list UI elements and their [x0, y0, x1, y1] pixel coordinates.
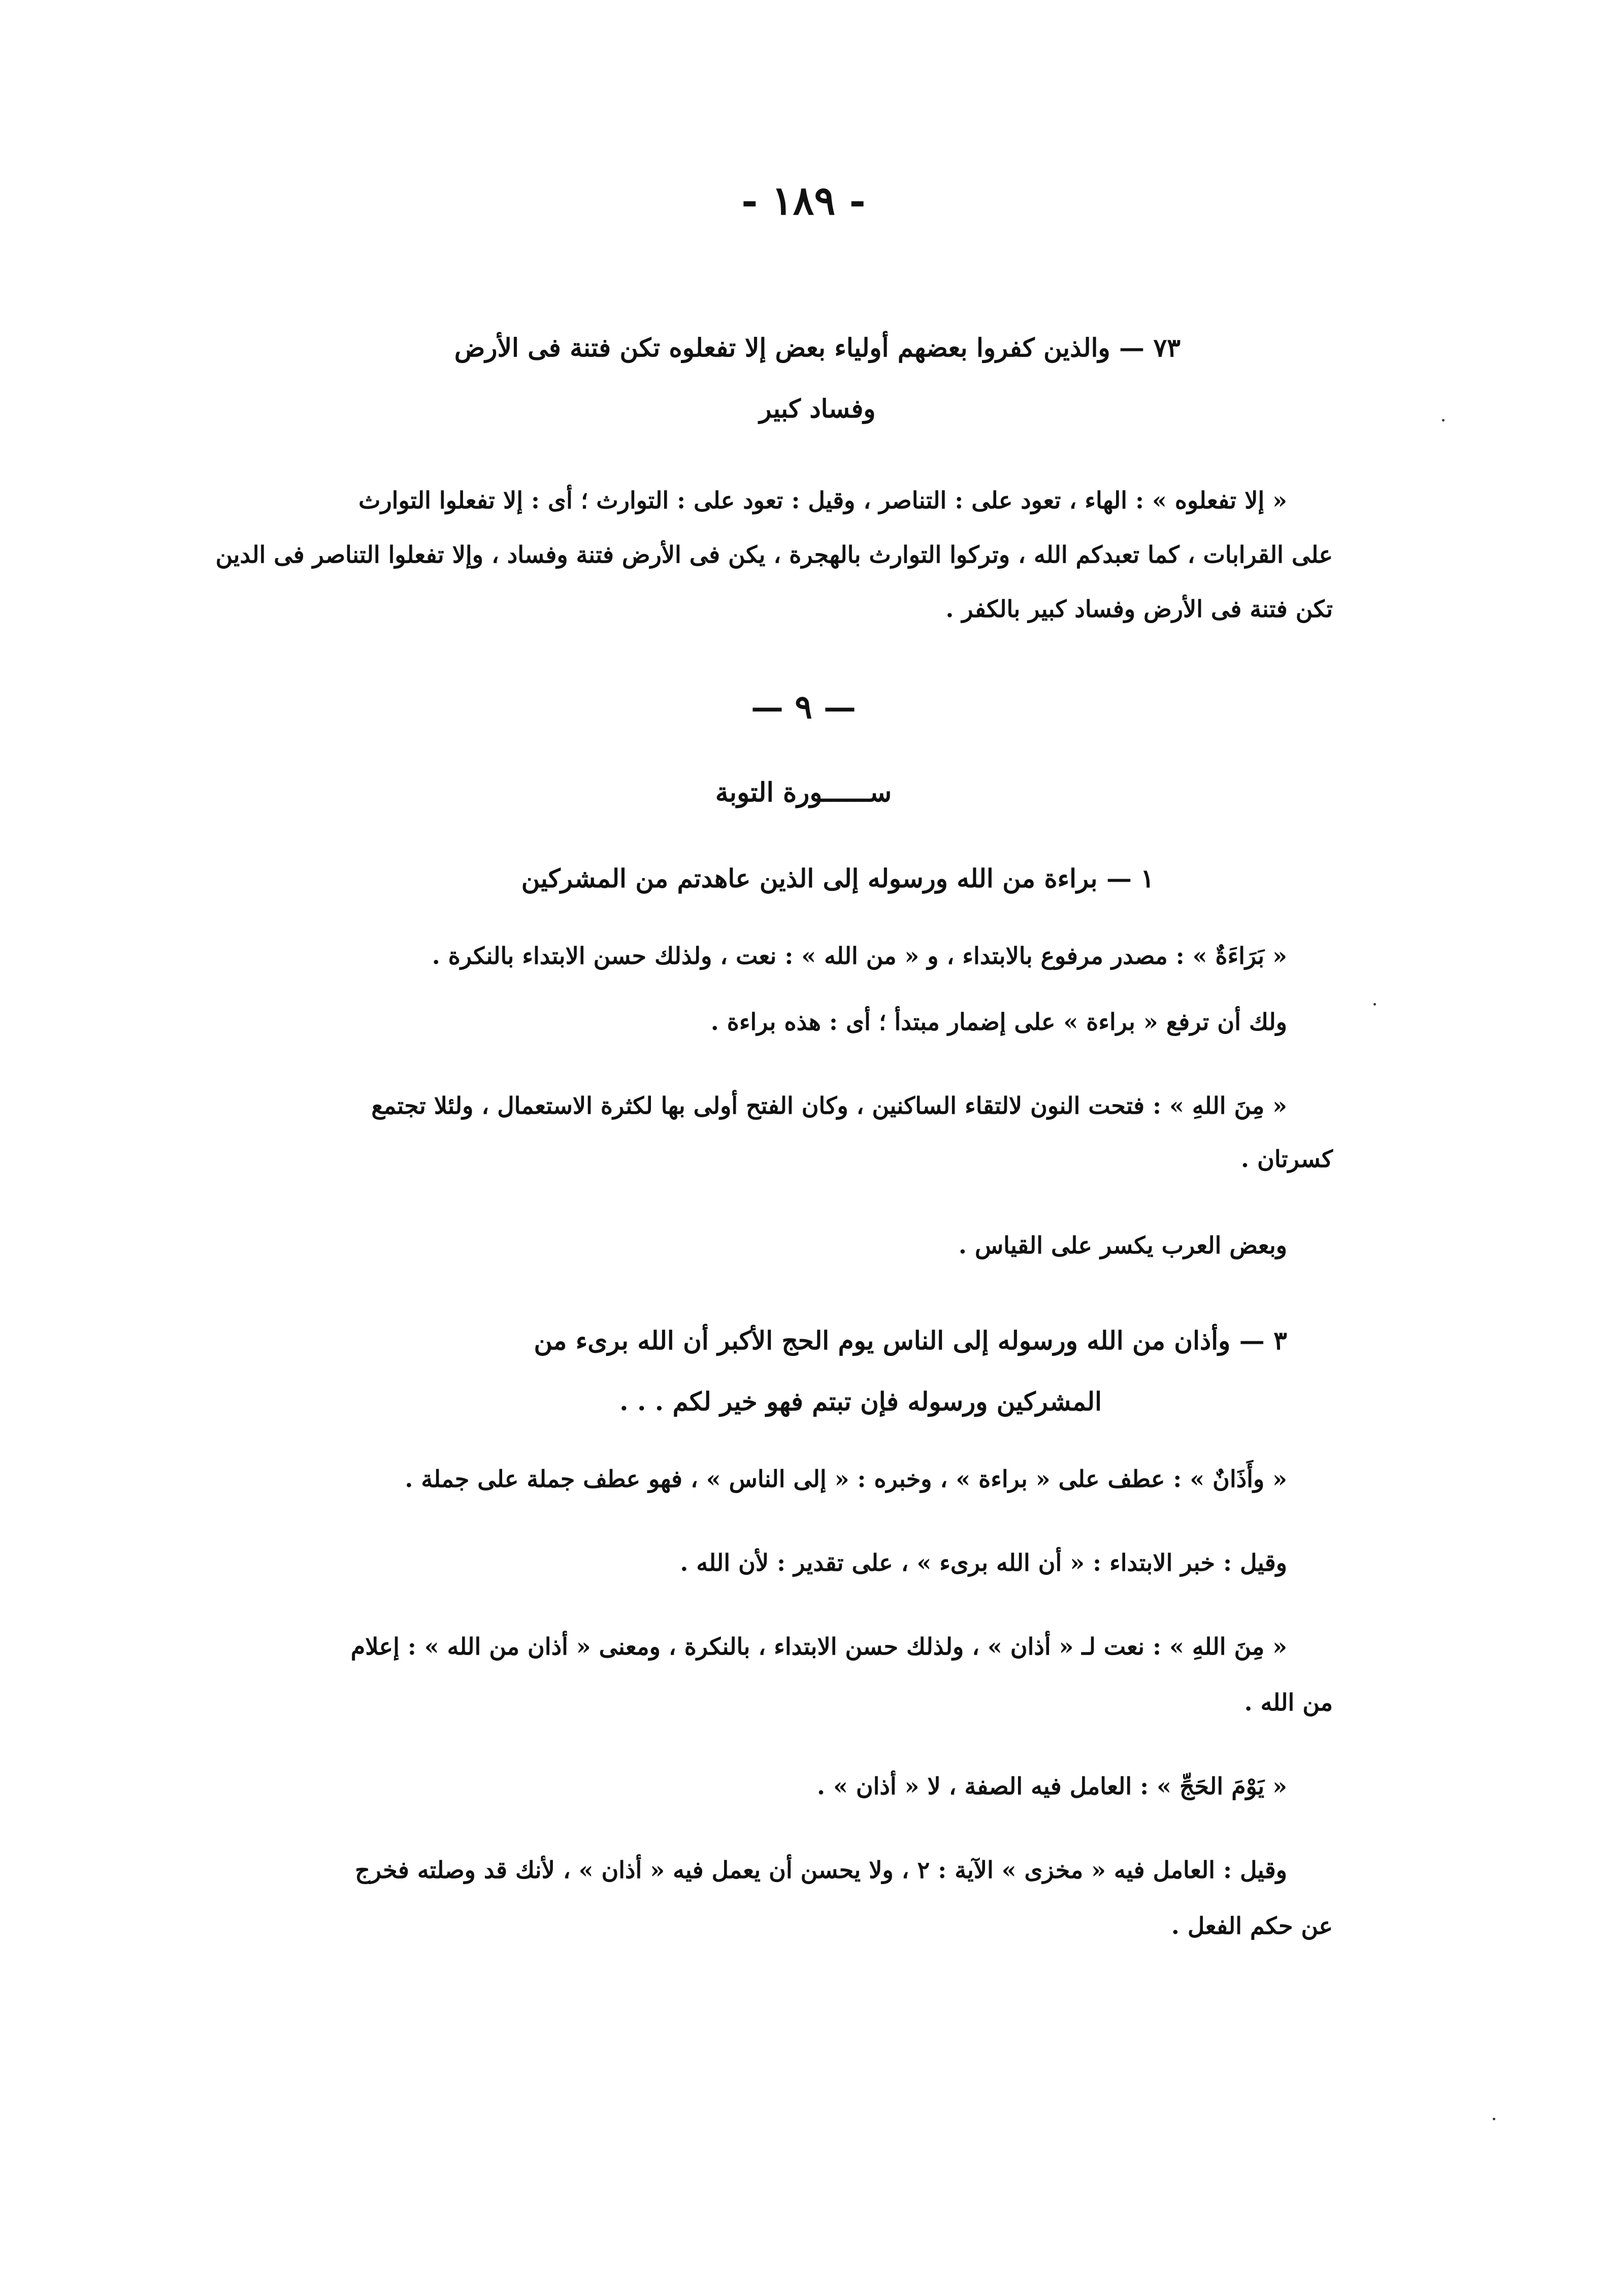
commentary-73-line-2: على القرابات ، كما تعبدكم الله ، وتركوا التوارث بالهجرة ، يكن فى الأرض فتنة وفساد ، وإلا تفعلوا التناصر فى الدين — [215, 541, 1333, 568]
verse-1-line-1: ١ — براءة من الله ورسوله إلى الذين عاهدتم من المشركين — [521, 863, 1155, 893]
page-number: - ١٨٩ - — [741, 178, 866, 224]
verse-73-line-1: ٧٣ — والذين كفروا بعضهم أولياء بعض إلا تفعلوه تكن فتنة فى الأرض — [454, 333, 1181, 363]
commentary-3-line-3: « مِنَ اللهِ » : نعت لـ « أذان » ، ولذلك حسن الابتداء ، بالنكرة ، ومعنى « أذان من الله » : إعلام — [350, 1633, 1287, 1660]
scan-speck — [1442, 419, 1445, 422]
verse-3-line-2: المشركين ورسوله فإن تبتم فهو خير لكم . . . — [619, 1386, 1102, 1416]
commentary-3-line-1: « وأَذَانٌ » : عطف على « براءة » ، وخبره : « إلى الناس » ، فهو عطف جملة على جملة . — [405, 1465, 1287, 1493]
commentary-1-line-4: كسرتان . — [1241, 1145, 1333, 1173]
commentary-1-line-2: ولك أن ترفع « براءة » على إضمار مبتدأ ؛ أى : هذه براءة . — [710, 1008, 1287, 1036]
scan-speck — [1493, 2118, 1495, 2120]
commentary-3-line-4: من الله . — [1244, 1689, 1333, 1716]
commentary-3-line-2: وقيل : خبر الابتداء : « أن الله برىء » ، على تقدير : لأن الله . — [680, 1549, 1287, 1576]
scan-speck — [1373, 1003, 1376, 1006]
section-number: — ٩ — — [751, 688, 856, 726]
verse-73-line-2: وفساد كبير — [759, 394, 876, 424]
commentary-1-line-5: وبعض العرب يكسر على القياس . — [958, 1232, 1287, 1259]
verse-3-line-1: ٣ — وأذان من الله ورسوله إلى الناس يوم الحج الأكبر أن الله برىء من — [534, 1325, 1287, 1355]
commentary-3-line-7: عن حكم الفعل . — [1171, 1912, 1333, 1939]
commentary-3-line-6: وقيل : العامل فيه « مخزى » الآية : ٢ ، ولا يحسن أن يعمل فيه « أذان » ، لأنك قد وصلته فخرج — [355, 1856, 1287, 1884]
commentary-73-line-1: « إلا تفعلوه » : الهاء ، تعود على : التناصر ، وقيل : تعود على : التوارث ؛ أى : إلا تفعلوا التوارث — [358, 487, 1287, 514]
commentary-1-line-3: « مِنَ اللهِ » : فتحت النون لالتقاء الساكنين ، وكان الفتح أولى بها لكثرة الاستعمال ، ولئلا تجتمع — [371, 1092, 1287, 1119]
surah-title: ســــــورة التوبة — [715, 777, 892, 808]
commentary-3-line-5: « يَوْمَ الحَجِّ » : العامل فيه الصفة ، لا « أذان » . — [817, 1772, 1287, 1800]
commentary-1-line-1: « بَرَاءَةٌ » : مصدر مرفوع بالابتداء ، و « من الله » : نعت ، ولذلك حسن الابتداء بالنكرة . — [432, 942, 1287, 969]
commentary-73-line-3: تكن فتنة فى الأرض وفساد كبير بالكفر . — [945, 595, 1333, 623]
